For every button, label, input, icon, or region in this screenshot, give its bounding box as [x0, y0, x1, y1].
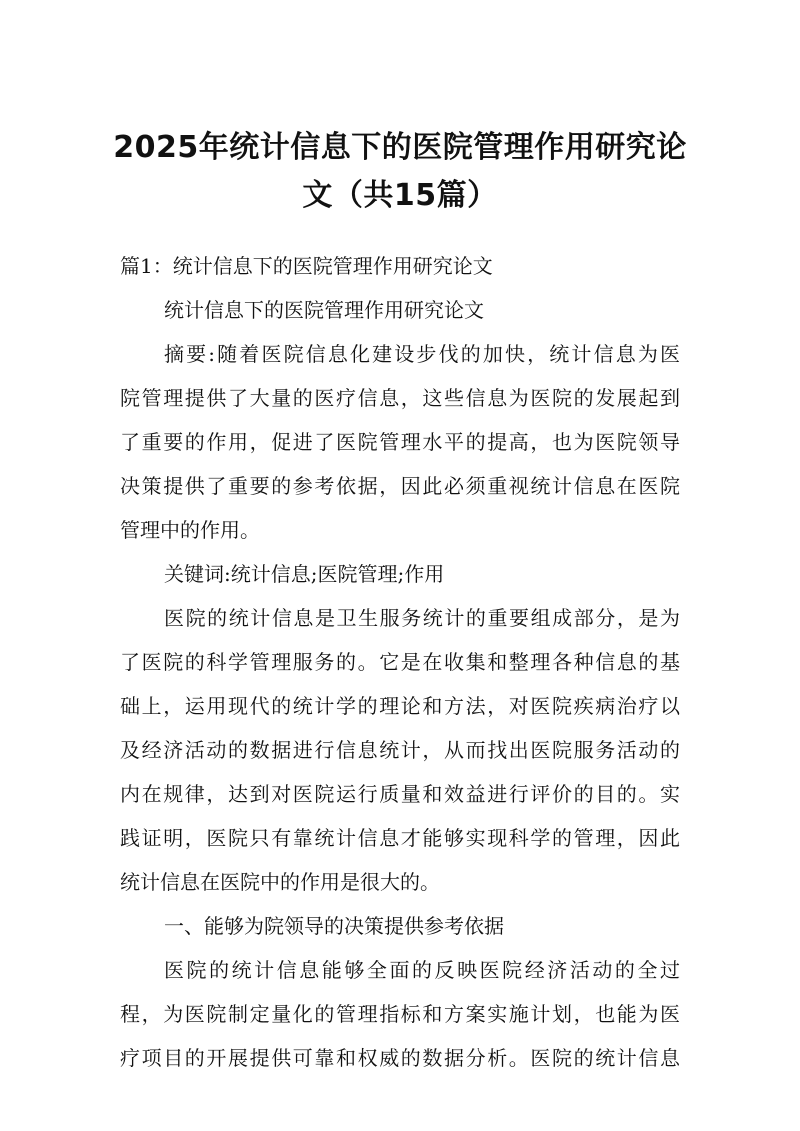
body-paragraph-line: 践证明，医院只有靠统计信息才能够实现科学的管理，因此 [120, 826, 680, 850]
body-paragraph-line: 础上，运用现代的统计学的理论和方法，对医院疾病治疗以 [120, 694, 680, 718]
body-paragraph-line: 程，为医院制定量化的管理指标和方案实施计划，也能为医 [120, 1002, 680, 1026]
abstract-line: 决策提供了重要的参考依据，因此必须重视统计信息在医院 [120, 474, 680, 498]
body-paragraph-line: 统计信息在医院中的作用是很大的。 [120, 870, 440, 894]
abstract-line: 摘要:随着医院信息化建设步伐的加快，统计信息为医 [164, 342, 680, 366]
document-title-line-1: 2025年统计信息下的医院管理作用研究论 [113, 130, 687, 165]
section-heading-article-1: 篇1：统计信息下的医院管理作用研究论文 [120, 254, 493, 278]
body-paragraph-line: 疗项目的开展提供可靠和权威的数据分析。医院的统计信息 [120, 1046, 680, 1070]
body-paragraph-line: 医院的统计信息能够全面的反映医院经济活动的全过 [164, 958, 680, 982]
keywords-line: 关键词:统计信息;医院管理;作用 [164, 562, 445, 586]
body-paragraph-line: 医院的统计信息是卫生服务统计的重要组成部分，是为 [164, 606, 680, 630]
abstract-line: 了重要的作用，促进了医院管理水平的提高，也为医院领导 [120, 430, 680, 454]
article-title: 统计信息下的医院管理作用研究论文 [164, 298, 484, 322]
body-paragraph-line: 及经济活动的数据进行信息统计，从而找出医院服务活动的 [120, 738, 680, 762]
body-paragraph-line: 内在规律，达到对医院运行质量和效益进行评价的目的。实 [120, 782, 680, 806]
body-paragraph-line: 了医院的科学管理服务的。它是在收集和整理各种信息的基 [120, 650, 680, 674]
abstract-line: 院管理提供了大量的医疗信息，这些信息为医院的发展起到 [120, 386, 680, 410]
document-title-line-2: 文（共15篇） [302, 178, 498, 213]
section-heading-1: 一、能够为院领导的决策提供参考依据 [164, 914, 504, 938]
abstract-line: 管理中的作用。 [120, 518, 260, 542]
